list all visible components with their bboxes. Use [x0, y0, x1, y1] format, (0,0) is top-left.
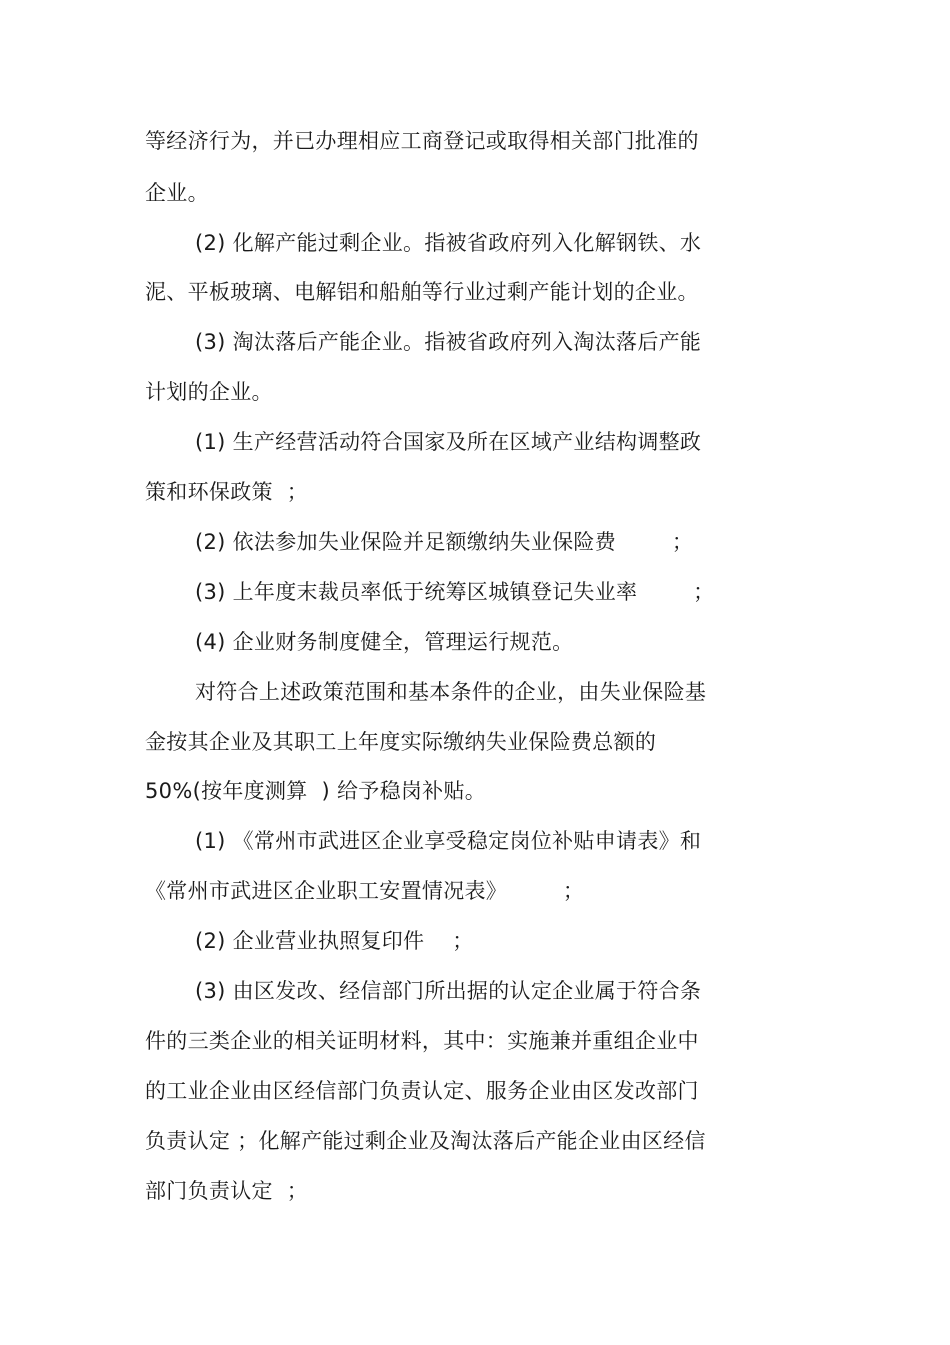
text-line-11: (4) 企业财务制度健全，管理运行规范。 — [195, 630, 574, 654]
text-line-1: 等经济行为，并已办理相应工商登记或取得相关部门批准的 — [145, 129, 699, 153]
text-line-16: 《常州市武进区企业职工安置情况表》 ； — [145, 879, 585, 903]
text-line-9: (2) 依法参加失业保险并足额缴纳失业保险费 ； — [195, 530, 694, 554]
text-line-4: 泥、平板玻璃、电解铝和船舶等行业过剩产能计划的企业。 — [145, 280, 699, 304]
text-line-18: (3) 由区发改、经信部门所出据的认定企业属于符合条 — [195, 979, 702, 1003]
text-line-7: (1) 生产经营活动符合国家及所在区域产业结构调整政 — [195, 430, 702, 454]
text-line-19: 件的三类企业的相关证明材料，其中：实施兼并重组企业中 — [145, 1029, 699, 1053]
text-line-22: 部门负责认定 ； — [145, 1179, 309, 1203]
text-line-13: 金按其企业及其职工上年度实际缴纳失业保险费总额的 — [145, 730, 657, 754]
text-line-21: 负责认定 ；化解产能过剩企业及淘汰落后产能企业由区经信 — [145, 1129, 706, 1153]
text-line-20: 的工业企业由区经信部门负责认定、服务企业由区发改部门 — [145, 1079, 699, 1103]
text-line-5: (3) 淘汰落后产能企业。指被省政府列入淘汰落后产能 — [195, 330, 702, 354]
text-line-3: (2) 化解产能过剩企业。指被省政府列入化解钢铁、水 — [195, 231, 702, 255]
text-line-2: 企业。 — [145, 181, 209, 205]
text-line-6: 计划的企业。 — [145, 380, 273, 404]
text-line-17: (2) 企业营业执照复印件 ； — [195, 929, 474, 953]
text-line-12: 对符合上述政策范围和基本条件的企业，由失业保险基 — [195, 680, 707, 704]
text-line-14: 50%(按年度测算 ) 给予稳岗补贴。 — [145, 779, 487, 803]
text-line-15: (1) 《常州市武进区企业享受稳定岗位补贴申请表》和 — [195, 829, 702, 853]
text-line-8: 策和环保政策 ； — [145, 480, 309, 504]
text-line-10: (3) 上年度末裁员率低于统筹区城镇登记失业率 ； — [195, 580, 715, 604]
